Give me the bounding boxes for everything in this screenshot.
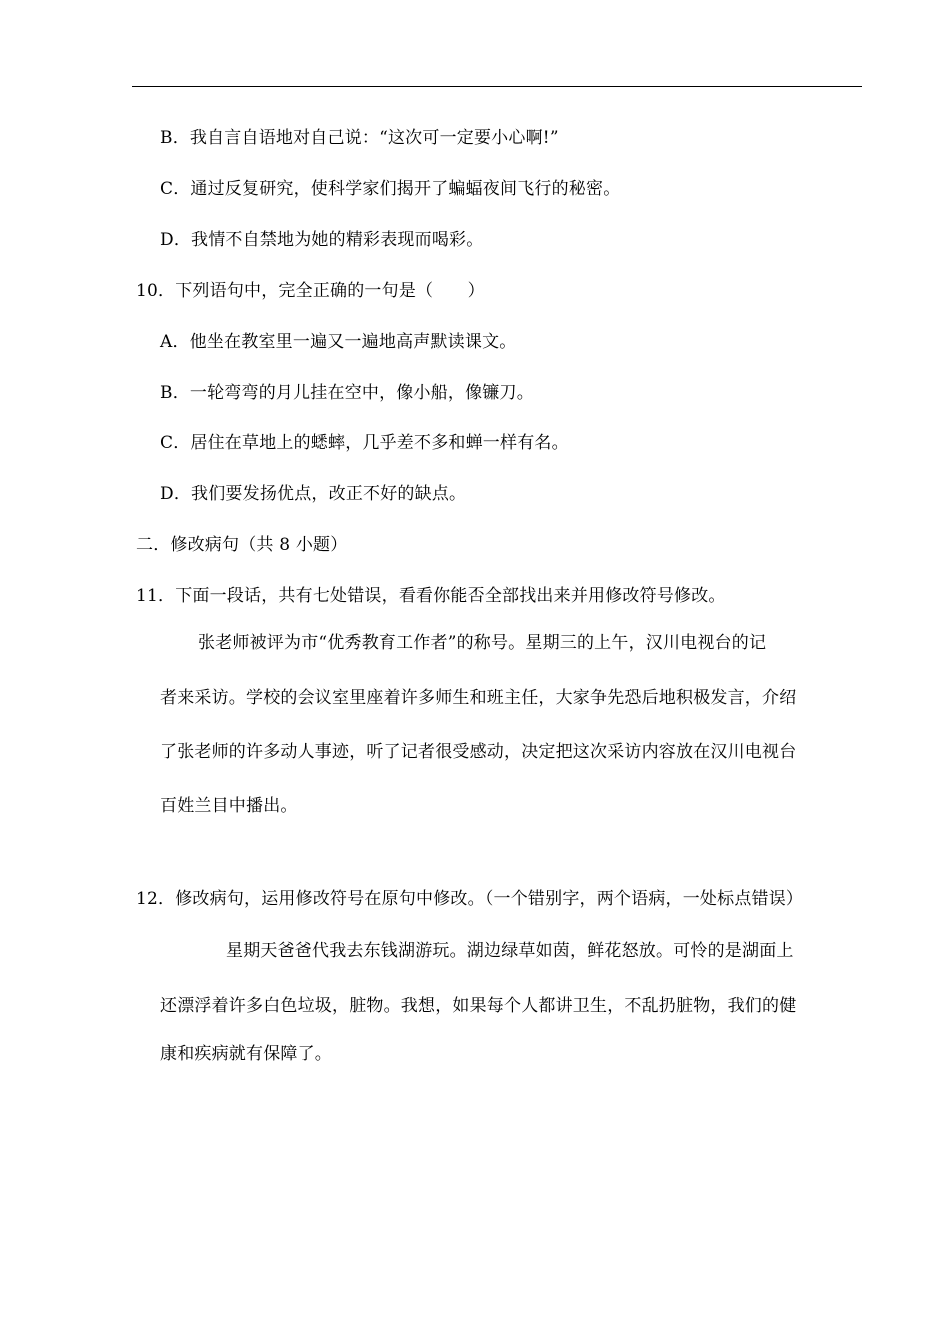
- q10-option-b: B．一轮弯弯的月儿挂在空中，像小船，像镰刀。: [160, 383, 534, 403]
- q9-option-d: D．我情不自禁地为她的精彩表现而喝彩。: [160, 230, 484, 250]
- q11-passage-line: 张老师被评为市“优秀教育工作者”的称号。星期三的上午，汉川电视台的记: [198, 633, 767, 653]
- q9-option-b: B．我自言自语地对自己说：“这次可一定要小心啊!”: [160, 128, 559, 148]
- header-rule: [132, 86, 862, 87]
- q11-passage-line: 者来采访。学校的会议室里座着许多师生和班主任，大家争先恐后地积极发言，介绍: [160, 688, 797, 708]
- q9-option-c: C．通过反复研究，使科学家们揭开了蝙蝠夜间飞行的秘密。: [160, 179, 621, 199]
- q10-option-a: A．他坐在教室里一遍又一遍地高声默读课文。: [160, 332, 517, 352]
- q12-passage-line: 还漂浮着许多白色垃圾，脏物。我想，如果每个人都讲卫生，不乱扔脏物，我们的健: [160, 996, 797, 1016]
- q10-option-c: C．居住在草地上的蟋蟀，几乎差不多和蝉一样有名。: [160, 433, 569, 453]
- q12-stem: 12．修改病句，运用修改符号在原句中修改。（一个错别字，两个语病，一处标点错误）: [136, 889, 804, 909]
- q11-passage-line: 了张老师的许多动人事迹，听了记者很受感动，决定把这次采访内容放在汉川电视台: [160, 742, 797, 762]
- q12-passage-line: 星期天爸爸代我去东钱湖游玩。湖边绿草如茵，鲜花怒放。可怜的是湖面上: [226, 941, 794, 961]
- section-2-title: 二．修改病句（共 8 小题）: [136, 535, 348, 555]
- q10-stem: 10．下列语句中，完全正确的一句是（ ）: [136, 281, 485, 301]
- q11-passage-line: 百姓兰目中播出。: [160, 796, 298, 816]
- q10-option-d: D．我们要发扬优点，改正不好的缺点。: [160, 484, 467, 504]
- q11-stem: 11．下面一段话，共有七处错误，看看你能否全部找出来并用修改符号修改。: [136, 586, 726, 606]
- q12-passage-line: 康和疾病就有保障了。: [160, 1044, 332, 1064]
